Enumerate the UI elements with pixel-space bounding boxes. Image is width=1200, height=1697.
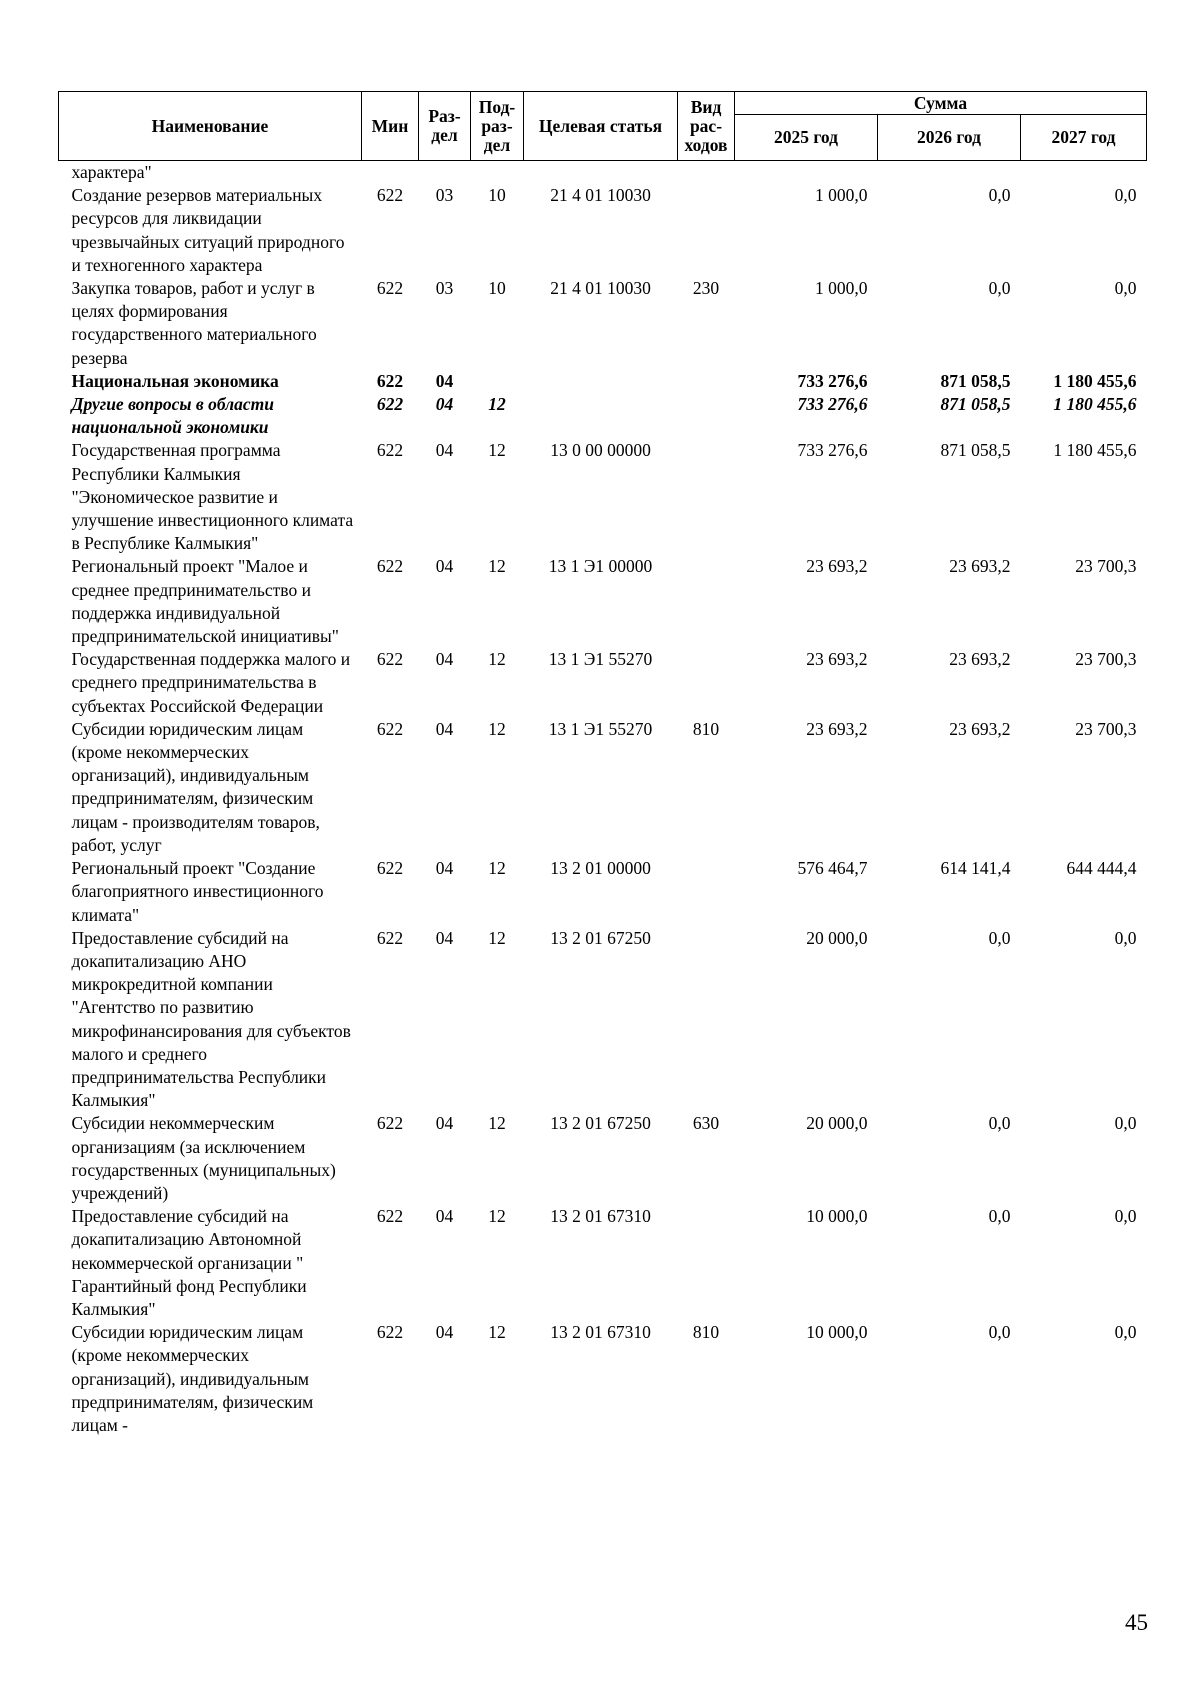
- cell-name: Региональный проект "Создание благоприятного инвестиционного климата": [71, 858, 324, 925]
- cell-razdel: 03: [435, 185, 454, 206]
- cell-vid-rashodov: [678, 439, 735, 555]
- table-row: [59, 857, 1147, 927]
- cell-celevaya-statya: 13 1 Э1 00000: [548, 556, 653, 577]
- table-header: [59, 92, 1147, 161]
- header-year-2025: 2025 год: [735, 115, 878, 161]
- table-row: [59, 1321, 1147, 1437]
- cell-name: Создание резервов материальных ресурсов для ликвидации чрезвычайных ситуаций природного и техногенного характера: [71, 185, 345, 275]
- table-row: [59, 370, 1147, 393]
- cell-podrazdel: 10: [488, 185, 506, 206]
- header-razdel: Раз-дел: [419, 92, 471, 161]
- cell-celevaya-statya: 13 1 Э1 55270: [548, 649, 653, 670]
- cell-min: 622: [376, 1322, 404, 1343]
- table-row: [59, 184, 1147, 277]
- cell-sum-2027: 1 180 455,6: [1053, 440, 1137, 461]
- header-celevaya-statya: Целевая статья: [524, 92, 678, 161]
- cell-min: 622: [376, 370, 404, 391]
- cell-sum-2027: 1 180 455,6: [1053, 394, 1137, 415]
- cell-podrazdel: 12: [488, 1206, 506, 1227]
- cell-podrazdel: 12: [488, 858, 506, 879]
- cell-sum-2025: 733 276,6: [797, 440, 868, 461]
- cell-min: 622: [376, 556, 404, 577]
- cell-sum-2025: 733 276,6: [797, 370, 868, 391]
- header-year-2027: 2027 год: [1021, 115, 1147, 161]
- table-row: [59, 718, 1147, 857]
- cell-celevaya-statya: 21 4 01 10030: [550, 278, 651, 299]
- cell-vid-rashodov: [678, 1205, 735, 1321]
- table-row: [59, 555, 1147, 648]
- cell-name: Государственная поддержка малого и среднего предпринимательства в субъектах Российской Федерации: [71, 649, 351, 716]
- cell-sum-2026: 614 141,4: [940, 858, 1011, 879]
- cell-sum-2025: 10 000,0: [806, 1322, 868, 1343]
- cell-sum-2025: 1 000,0: [815, 185, 868, 206]
- cell-sum-2027: 23 700,3: [1075, 556, 1137, 577]
- cell-sum-2027: 1 180 455,6: [1053, 370, 1137, 391]
- cell-min: 622: [376, 394, 404, 415]
- cell-sum-2027: 0,0: [1114, 1206, 1137, 1227]
- table-row: [59, 393, 1147, 439]
- cell-sum-2025: 20 000,0: [806, 927, 868, 948]
- cell-razdel: 03: [435, 278, 454, 299]
- cell-sum-2027: 23 700,3: [1075, 649, 1137, 670]
- cell-podrazdel: 12: [488, 649, 506, 670]
- cell-podrazdel: 12: [488, 440, 506, 461]
- cell-razdel: 04: [435, 394, 454, 415]
- cell-podrazdel: 12: [488, 556, 506, 577]
- cell-sum-2027: 0,0: [1114, 185, 1137, 206]
- cell-sum-2025: 20 000,0: [806, 1113, 868, 1134]
- cell-name: Государственная программа Республики Калмыкия "Экономическое развитие и улучшение инвестиционного климата в Республике Калмыкия": [71, 440, 354, 554]
- cell-sum-2026: 0,0: [988, 278, 1011, 299]
- cell-razdel: 04: [435, 1206, 454, 1227]
- cell-sum-2027: 0,0: [1114, 1113, 1137, 1134]
- cell-sum-2026: 0,0: [988, 1206, 1011, 1227]
- cell-sum-2027: 0,0: [1114, 1322, 1137, 1343]
- cell-name: Региональный проект "Малое и среднее предпринимательство и поддержка индивидуальной предпринимательской инициативы": [71, 556, 339, 647]
- cell-podrazdel: 12: [488, 394, 506, 415]
- cell-razdel: [419, 161, 471, 185]
- table-row: [59, 439, 1147, 555]
- cell-podrazdel: 12: [488, 927, 506, 948]
- header-podrazdel: Под-раз-дел: [471, 92, 524, 161]
- cell-sum-2025: [735, 161, 878, 185]
- table-body: [59, 161, 1147, 1438]
- cell-razdel: 04: [435, 718, 454, 739]
- cell-sum-2026: 0,0: [988, 1322, 1011, 1343]
- cell-celevaya-statya: [524, 370, 678, 393]
- budget-table: [58, 91, 1147, 1437]
- header-summa: Сумма: [735, 92, 1147, 115]
- cell-celevaya-statya: 13 2 01 00000: [550, 858, 651, 879]
- cell-celevaya-statya: 13 2 01 67310: [550, 1322, 651, 1343]
- cell-sum-2027: 0,0: [1114, 927, 1137, 948]
- table-row: [59, 1205, 1147, 1321]
- cell-sum-2027: [1021, 161, 1147, 185]
- cell-min: 622: [376, 1206, 404, 1227]
- cell-celevaya-statya: [524, 161, 678, 185]
- cell-name: Национальная экономика: [71, 370, 279, 391]
- cell-razdel: 04: [435, 1322, 454, 1343]
- cell-vid-rashodov: 230: [692, 278, 720, 299]
- header-min: Мин: [362, 92, 419, 161]
- cell-celevaya-statya: 13 2 01 67310: [550, 1206, 651, 1227]
- cell-min: 622: [376, 1113, 404, 1134]
- cell-sum-2027: 644 444,4: [1066, 858, 1137, 879]
- cell-podrazdel: 12: [488, 1113, 506, 1134]
- cell-vid-rashodov: 810: [692, 718, 720, 739]
- cell-podrazdel: [471, 370, 524, 393]
- cell-celevaya-statya: 13 1 Э1 55270: [548, 718, 653, 739]
- cell-razdel: 04: [435, 1113, 454, 1134]
- cell-min: [362, 161, 419, 185]
- cell-min: 622: [376, 927, 404, 948]
- cell-sum-2025: 733 276,6: [797, 394, 868, 415]
- cell-vid-rashodov: [678, 161, 735, 185]
- cell-sum-2025: 23 693,2: [806, 649, 868, 670]
- cell-vid-rashodov: [678, 857, 735, 927]
- cell-podrazdel: 12: [488, 1322, 506, 1343]
- cell-vid-rashodov: 810: [692, 1322, 720, 1343]
- cell-vid-rashodov: [678, 927, 735, 1113]
- cell-sum-2026: [878, 161, 1021, 185]
- cell-sum-2025: 23 693,2: [806, 556, 868, 577]
- cell-celevaya-statya: 13 2 01 67250: [550, 1113, 651, 1134]
- cell-vid-rashodov: 630: [692, 1113, 720, 1134]
- cell-sum-2026: 871 058,5: [940, 394, 1011, 415]
- cell-razdel: 04: [435, 370, 454, 391]
- cell-vid-rashodov: [678, 648, 735, 718]
- cell-name: Субсидии юридическим лицам (кроме некоммерческих организаций), индивидуальным предпринимателям, физическим лицам - производителям товаров, работ, услуг: [71, 718, 320, 855]
- cell-name: Предоставление субсидий на докапитализацию АНО микрокредитной компании "Агентство по развитию микрофинансирования для субъектов малого и среднего предпринимательства Республики Калмыкия": [71, 927, 351, 1111]
- cell-razdel: 04: [435, 858, 454, 879]
- cell-razdel: 04: [435, 440, 454, 461]
- cell-name: Субсидии юридическим лицам (кроме некоммерческих организаций), индивидуальным предпринимателям, физическим лицам -: [71, 1322, 314, 1435]
- cell-sum-2026: 23 693,2: [949, 718, 1011, 739]
- cell-sum-2026: 23 693,2: [949, 556, 1011, 577]
- cell-vid-rashodov: [678, 370, 735, 393]
- cell-sum-2026: 23 693,2: [949, 649, 1011, 670]
- cell-sum-2025: 23 693,2: [806, 718, 868, 739]
- header-name: Наименование: [59, 92, 362, 161]
- cell-celevaya-statya: 13 0 00 00000: [550, 440, 651, 461]
- table-row: [59, 277, 1147, 370]
- cell-razdel: 04: [435, 556, 454, 577]
- cell-celevaya-statya: [524, 393, 678, 439]
- cell-sum-2025: 10 000,0: [806, 1206, 868, 1227]
- cell-sum-2025: 576 464,7: [797, 858, 868, 879]
- cell-sum-2027: 0,0: [1114, 278, 1137, 299]
- cell-sum-2025: 1 000,0: [815, 278, 868, 299]
- cell-celevaya-statya: 21 4 01 10030: [550, 185, 651, 206]
- cell-podrazdel: [471, 161, 524, 185]
- cell-sum-2026: 0,0: [988, 1113, 1011, 1134]
- cell-sum-2026: 0,0: [988, 927, 1011, 948]
- header-vid-rashodov: Вид рас-ходов: [678, 92, 735, 161]
- header-year-2026: 2026 год: [878, 115, 1021, 161]
- cell-celevaya-statya: 13 2 01 67250: [550, 927, 651, 948]
- cell-podrazdel: 12: [488, 718, 506, 739]
- cell-name: характера": [71, 162, 152, 182]
- cell-name: Субсидии некоммерческим организациям (за исключением государственных (муниципальных) учреждений): [71, 1113, 336, 1203]
- page-number: 45: [1125, 1610, 1148, 1635]
- cell-razdel: 04: [435, 649, 454, 670]
- cell-vid-rashodov: [678, 555, 735, 648]
- cell-name: Закупка товаров, работ и услуг в целях формирования государственного материального резерва: [71, 278, 317, 368]
- cell-min: 622: [376, 278, 404, 299]
- cell-name: Предоставление субсидий на докапитализацию Автономной некоммерческой организации " Гарантийный фонд Республики Калмыкия": [71, 1206, 307, 1319]
- cell-sum-2026: 871 058,5: [940, 370, 1011, 391]
- cell-min: 622: [376, 440, 404, 461]
- cell-razdel: 04: [435, 927, 454, 948]
- cell-min: 622: [376, 858, 404, 879]
- table-row: [59, 648, 1147, 718]
- cell-vid-rashodov: [678, 393, 735, 439]
- cell-vid-rashodov: [678, 184, 735, 277]
- cell-min: 622: [376, 718, 404, 739]
- cell-min: 622: [376, 185, 404, 206]
- table-row: [59, 927, 1147, 1113]
- cell-podrazdel: 10: [488, 278, 506, 299]
- cell-min: 622: [376, 649, 404, 670]
- table-row: [59, 161, 1147, 185]
- cell-sum-2027: 23 700,3: [1075, 718, 1137, 739]
- cell-name: Другие вопросы в области национальной экономики: [71, 394, 275, 438]
- cell-sum-2026: 871 058,5: [940, 440, 1011, 461]
- cell-sum-2026: 0,0: [988, 185, 1011, 206]
- table-row: [59, 1112, 1147, 1205]
